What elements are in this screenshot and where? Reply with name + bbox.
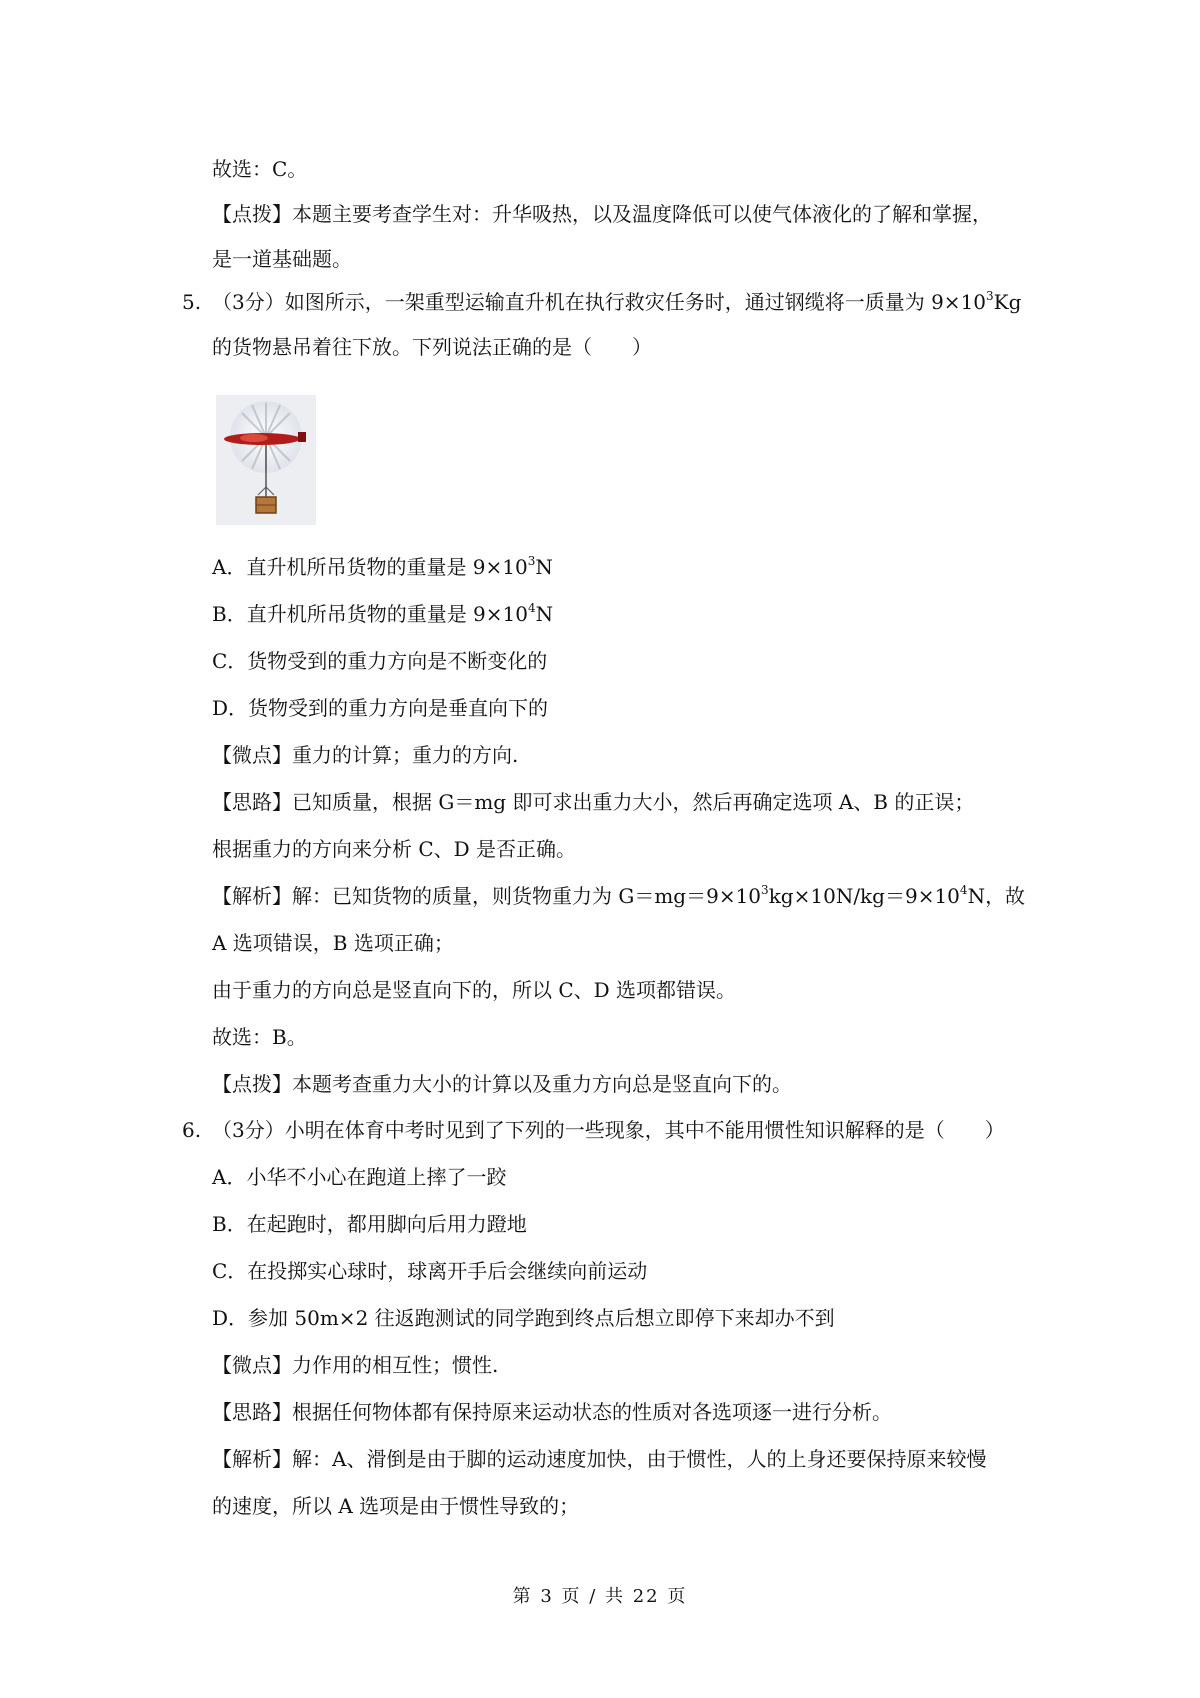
q6-point: 【微点】力作用的相互性；惯性. [212,1353,499,1377]
q6-option-c: C．在投掷实心球时，球离开手后会继续向前运动 [212,1259,648,1283]
q6-analysis-line2: 的速度，所以 A 选项是由于惯性导致的； [212,1494,580,1518]
q6-option-b: B．在起跑时，都用脚向后用力蹬地 [212,1212,527,1236]
q5-point: 【微点】重力的计算；重力的方向. [212,743,519,767]
q5-analysis-line2: A 选项错误，B 选项正确； [212,931,454,955]
q6-analysis-line1: 【解析】解：A、滑倒是由于脚的运动速度加快，由于惯性，人的上身还要保持原来较慢 [212,1447,987,1471]
prev-tip-line2: 是一道基础题。 [212,247,352,271]
q5-analysis-line1: 【解析】解：已知货物的质量，则货物重力为 $G=mg=9\times 10^3kg\times 10N/kg=9\times 10^4N$，故 [212,883,1026,908]
q5-idea-line2: 根据重力的方向来分析 C、D 是否正确。 [212,837,577,861]
helicopter-icon [216,395,316,525]
q6-idea: 【思路】根据任何物体都有保持原来运动状态的性质对各选项逐一进行分析。 [212,1400,892,1424]
q6-option-a: A．小华不小心在跑道上摔了一跤 [212,1165,507,1189]
q5-analysis-line3: 由于重力的方向总是竖直向下的，所以 C、D 选项都错误。 [212,978,737,1002]
q5-option-c: C．货物受到的重力方向是不断变化的 [212,649,548,673]
q5-option-a: A．直升机所吊货物的重量是 $9\times 10^3N$ [212,554,553,579]
page-footer: 第 3 页 / 共 22 页 [512,1586,688,1607]
q5-number: 5. [182,290,202,314]
prev-answer: 故选：C。 [212,157,308,181]
q5-stem-line1: 5. （3分）如图所示，一架重型运输直升机在执行救灾任务时，通过钢缆将一质量为 $9\times 10^3Kg$ [182,289,1022,314]
q5-tip: 【点拨】本题考查重力大小的计算以及重力方向总是竖直向下的。 [212,1072,792,1096]
q5-answer: 故选：B。 [212,1025,307,1049]
q6-option-d: D．参加 50m×2 往返跑测试的同学跑到终点后想立即停下来却办不到 [212,1306,835,1330]
q6-stem: 6. （3分）小明在体育中考时见到了下列的一些现象，其中不能用惯性知识解释的是（ ） [182,1118,1005,1142]
q5-option-b: B．直升机所吊货物的重量是 $9\times 10^4N$ [212,601,554,626]
prev-tip-line1: 【点拨】本题主要考查学生对：升华吸热，以及温度降低可以使气体液化的了解和掌握， [212,202,992,226]
q5-idea-line1: 【思路】已知质量，根据 G＝mg 即可求出重力大小，然后再确定选项 A、B 的正误； [212,790,975,814]
q5-stem-line2: 的货物悬吊着往下放。下列说法正确的是（ ） [212,335,652,359]
helicopter-cargo-figure [216,395,316,525]
q5-option-d: D．货物受到的重力方向是垂直向下的 [212,696,549,720]
q6-number: 6. [182,1118,202,1142]
